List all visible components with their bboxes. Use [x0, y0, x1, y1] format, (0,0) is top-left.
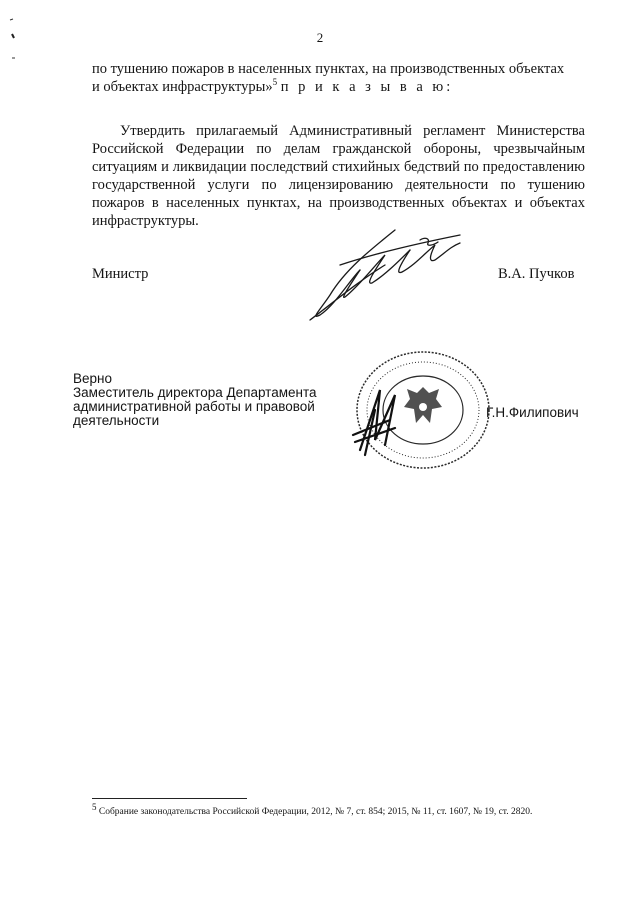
signatory-name: В.А. Пучков — [498, 266, 575, 282]
main-paragraph: Утвердить прилагаемый Административный регламент Министерства Российской Федерации по делам гражданской обороны, чрезвычайным ситуациям и ликвидации последствий стихийных бедствий по предоставлению государственной услуги по лицензированию деятельности по тушению пожаров в населенных пунктах, на производственных объектах и объектах инфраструктуры. — [92, 123, 585, 229]
footnote-number: 5 — [92, 801, 97, 812]
intro-line-2 — [92, 78, 585, 96]
footnote-ref: 5 — [272, 77, 278, 88]
page-number: 2 — [316, 30, 324, 45]
certifier-signature — [345, 380, 415, 460]
certifier-name: Г.Н.Филипович — [486, 405, 579, 420]
intro-line-2-text: и объектах инфраструктуры» — [92, 79, 273, 95]
footnote-divider — [92, 798, 247, 799]
signatory-title: Министр — [92, 266, 149, 282]
intro-line-1: по тушению пожаров в населенных пунктах, на производственных объектах — [92, 61, 565, 77]
footnote-text: Собрание законодательства Российской Федерации, 2012, № 7, ст. 854; 2015, № 11, ст. 1607, № 19, ст. 2820. — [98, 807, 533, 817]
intro-paragraph — [92, 60, 585, 96]
verified-label: Верно — [73, 371, 112, 386]
minister-signature — [300, 225, 480, 325]
certification-block — [73, 372, 343, 428]
order-word: п р и к а з ы в а ю: — [280, 79, 454, 95]
certifier-position: Заместитель директора Департамента административной работы и правовой деятельности — [73, 385, 317, 428]
footnote — [92, 801, 592, 818]
